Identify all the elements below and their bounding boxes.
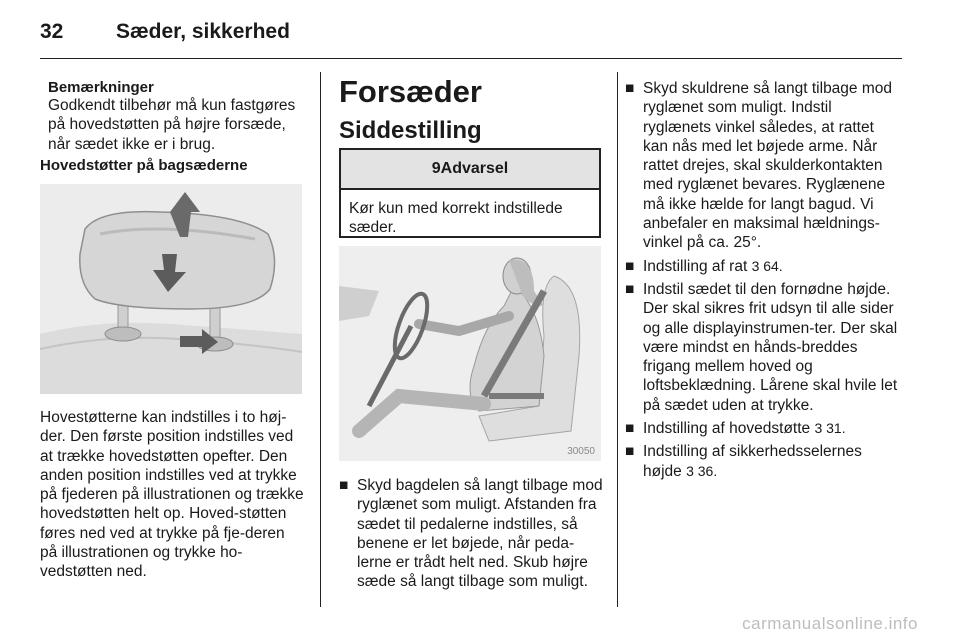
list-item	[625, 257, 903, 276]
watermark: carmanualsonline.info	[742, 614, 918, 633]
header-divider	[40, 58, 902, 59]
column-divider-right	[617, 72, 618, 607]
list-item	[339, 476, 604, 592]
warning-header	[341, 150, 599, 190]
list-item-text: Indstil sædet til den fornødne højde. Der skal sikres frit udsyn til alle sider og alle displayinstrumen-ter. Der skal være mindst en hånds-breddes frigang mellem hoved og loftsbeklædning. Lårene skal hvile let på sædet uden at trykke.	[643, 280, 898, 414]
warning-text: Kør kun med korrekt indstillede sæder.	[349, 200, 563, 237]
middle-bullet-list	[339, 476, 604, 592]
page-reference-link[interactable]: 3 36.	[686, 462, 718, 479]
list-item	[625, 79, 903, 253]
page-reference-link[interactable]: 3 31.	[814, 420, 846, 437]
bullet-icon: ■	[625, 280, 635, 298]
page-number: 32	[40, 20, 64, 43]
page-reference-link[interactable]: 3 64.	[751, 257, 783, 274]
list-item-text: Skyd skuldrene så langt tilbage mod ryglænet som muligt. Indstil ryglænets vinkel således, at rattet kan nås med let bøjede arme. Når rattet drejes, skal skulderkontakten med ryglænet bevares. Ryglænene må ikke hælde for langt bagud. Vi anbefaler en maksimal hældnings-vinkel på ca. 25°.	[643, 80, 893, 252]
driver-seating-illustration	[339, 246, 601, 461]
list-item-text: Indstilling af sikkerhedsselernes højde	[643, 443, 862, 480]
front-seats-heading: Forsæder	[339, 74, 482, 109]
list-item	[625, 442, 903, 481]
column-divider-left	[320, 72, 321, 607]
list-item-text: Skyd bagdelen så langt tilbage mod ryglænet som muligt. Afstanden fra sædet til pedalerne indstilles, så benene er let bøjede, når peda-lerne er trådt helt ned. Skub højre sæde så langt tilbage som muligt.	[357, 477, 603, 591]
seating-position-heading: Siddestilling	[339, 117, 482, 144]
bullet-icon: ■	[625, 257, 635, 275]
headrest-illustration	[40, 184, 302, 394]
list-item-text: Indstilling af hovedstøtte	[643, 420, 815, 438]
note-title: Bemærkninger	[48, 79, 154, 96]
driver-drawing	[339, 246, 601, 461]
bullet-icon: ■	[625, 420, 635, 438]
rear-headrest-paragraph: Hovestøtterne kan indstilles i to høj-der. Den første position indstilles ved at trække hovedstøtten opefter. Den anden position indstilles ved at trykke på fjederen på illustrationen og trække hovedstøtten helt op. Hoved-støtten føres ned ved at trykke på fje-deren på illustrationen og trykke ho-vedstøtten ned.	[40, 409, 304, 581]
bullet-icon: ■	[625, 80, 635, 97]
list-item-text: Indstilling af rat	[643, 257, 752, 275]
figure-label: 30050	[567, 446, 595, 457]
bullet-icon: ■	[339, 477, 349, 494]
note-text: Godkendt tilbehør må kun fastgøres på hovedstøtten på højre forsæde, når sædet ikke er i brug.	[48, 97, 296, 153]
bullet-icon: ■	[625, 443, 635, 461]
warning-box	[339, 148, 601, 238]
headrest-drawing	[40, 184, 302, 394]
right-bullet-list	[625, 79, 903, 481]
warning-triangle-icon: 9	[431, 160, 441, 177]
list-item	[625, 419, 903, 438]
rear-headrest-heading: Hovedstøtter på bagsæderne	[40, 157, 248, 174]
section-title: Sæder, sikkerhed	[116, 20, 290, 43]
warning-title: Advarsel	[440, 160, 509, 177]
list-item	[625, 280, 903, 415]
